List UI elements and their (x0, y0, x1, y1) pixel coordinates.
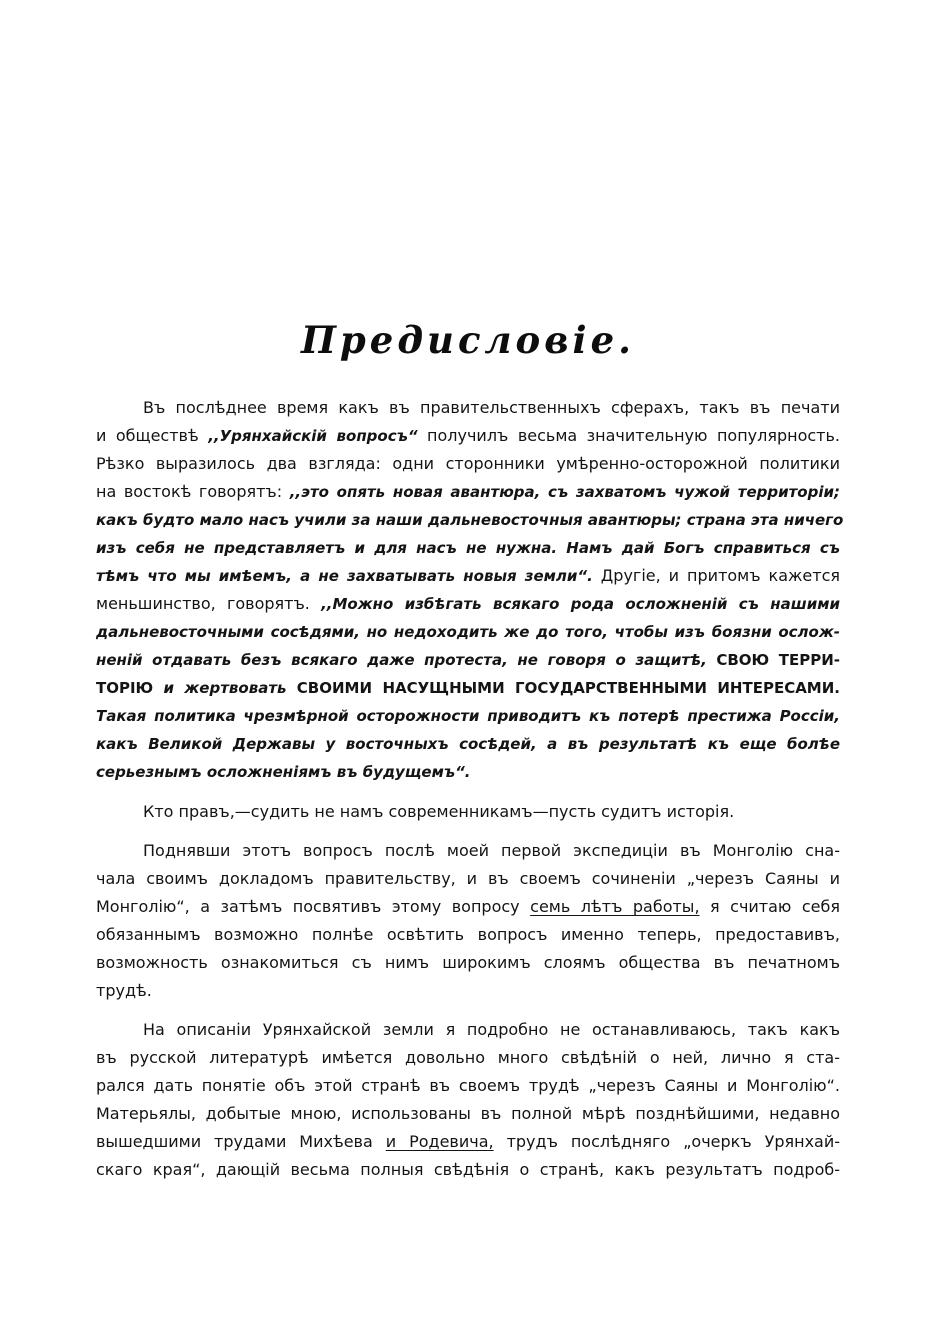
underlined-rodevich: и Родевича, (385, 1132, 494, 1151)
paragraph-4-line-3: рался дать понятіе объ этой странѣ въ своемъ трудѣ „черезъ Саяны и Монголію“. (96, 1076, 840, 1095)
paragraph-1-line-6: изъ себя не представляетъ и для насъ не нужна. Намъ дай Богъ справиться съ (96, 539, 840, 557)
caps-territory: СВОЮ ТЕРРИ- (716, 651, 840, 669)
emphasis-quote: ,,Можно избѣгать всякаго рода осложненій съ нашими (321, 595, 840, 613)
text-run: вышедшими трудами Михѣева (96, 1132, 373, 1151)
paragraph-2-line-1: Кто правъ,—судить не намъ современникамъ—пусть судитъ исторія. (143, 802, 735, 821)
paragraph-4-line-4: Матерьялы, добытые мною, использованы въ полной мѣрѣ позднѣйшими, недавно (96, 1104, 840, 1123)
emphasis-quote: ,,это опять новая авантюра, съ захватомъ чужой территоріи; (289, 483, 840, 501)
underlined-seven-years: семь лѣтъ работы, (530, 897, 700, 916)
paragraph-1-line-8 (96, 594, 840, 614)
paragraph-3-line-2: чала своимъ докладомъ правительству, и въ своемъ сочиненіи „черезъ Саяны и (96, 869, 840, 888)
paragraph-4-line-1: На описаніи Урянхайской земли я подробно не останавливаюсь, такъ какъ (143, 1020, 840, 1039)
paragraph-1-line-9: дальневосточными сосѣдями, но недоходить же до того, чтобы изъ боязни ослож- (96, 623, 840, 641)
caps-territory: ТОРІЮ (96, 679, 154, 697)
paragraph-3-line-1: Поднявши этотъ вопросъ послѣ моей первой экспедиціи въ Монголію сна- (143, 841, 840, 860)
text-run: Другіе, и притомъ кажется (600, 566, 841, 585)
paragraph-3-line-6: трудѣ. (96, 981, 152, 1000)
text-run: меньшинство, говорятъ. (96, 594, 310, 613)
paragraph-1-line-7 (96, 566, 840, 586)
paragraph-1-line-11 (96, 678, 840, 698)
emphasis-quote: неній отдавать безъ всякаго даже протеста, не говоря о защитѣ, (96, 651, 707, 669)
paragraph-1-line-1: Въ послѣднее время какъ въ правительственныхъ сферахъ, такъ въ печати (143, 398, 840, 417)
emphasis-quote: и жертвовать (163, 679, 287, 697)
paragraph-4-line-5 (96, 1132, 840, 1152)
paragraph-1-line-13: какъ Великой Державы у восточныхъ сосѣдей, а въ результатѣ къ еще болѣе (96, 735, 840, 753)
text-run: на востокѣ говорятъ: (96, 482, 283, 501)
paragraph-3-line-4: обязаннымъ возможно полнѣе освѣтить вопросъ именно теперь, предоставивъ, (96, 925, 840, 944)
paragraph-4-line-6: скаго края“, дающій весьма полныя свѣдѣнія о странѣ, какъ результатъ подроб- (96, 1160, 840, 1179)
paragraph-1-line-12: Такая политика чрезмѣрной осторожности приводитъ къ потерѣ престижа Россіи, (96, 707, 840, 725)
paragraph-1-line-2 (96, 426, 840, 446)
paragraph-1-line-5: какъ будто мало насъ учили за наши дальневосточныя авантюры; страна эта ничего (96, 511, 844, 529)
paragraph-1-line-14: серьезнымъ осложненіямъ въ будущемъ“. (96, 763, 471, 781)
paragraph-4-line-2: въ русской литературѣ имѣется довольно много свѣдѣній о ней, лично я ста- (96, 1048, 840, 1067)
emphasis-quote: тѣмъ что мы имѣемъ, а не захватывать новыя земли“. (96, 567, 593, 585)
page-title: Предисловіе. (300, 318, 636, 362)
text-run: трудъ послѣдняго „очеркъ Урянхай- (506, 1132, 841, 1151)
text-run: и обществѣ (96, 426, 199, 445)
paragraph-1-line-3: Рѣзко выразилось два взгляда: одни сторонники умѣренно-осторожной политики (96, 454, 840, 473)
paragraph-1-line-10 (96, 650, 840, 670)
paragraph-3-line-3 (96, 897, 840, 917)
caps-interests: СВОИМИ НАСУЩНЫМИ ГОСУДАРСТВЕННЫМИ ИНТЕРЕСАМИ. (296, 679, 840, 697)
paragraph-3-line-5: возможность ознакомиться съ нимъ широкимъ слоямъ общества въ печатномъ (96, 953, 840, 972)
paragraph-1-line-4 (96, 482, 840, 502)
text-run: получилъ весьма значительную популярность. (427, 426, 841, 445)
emphasis-question-title: ,,Урянхайскій вопросъ“ (208, 427, 418, 445)
text-run: я считаю себя (710, 897, 841, 916)
text-run: Монголію“, а затѣмъ посвятивъ этому вопросу (96, 897, 520, 916)
